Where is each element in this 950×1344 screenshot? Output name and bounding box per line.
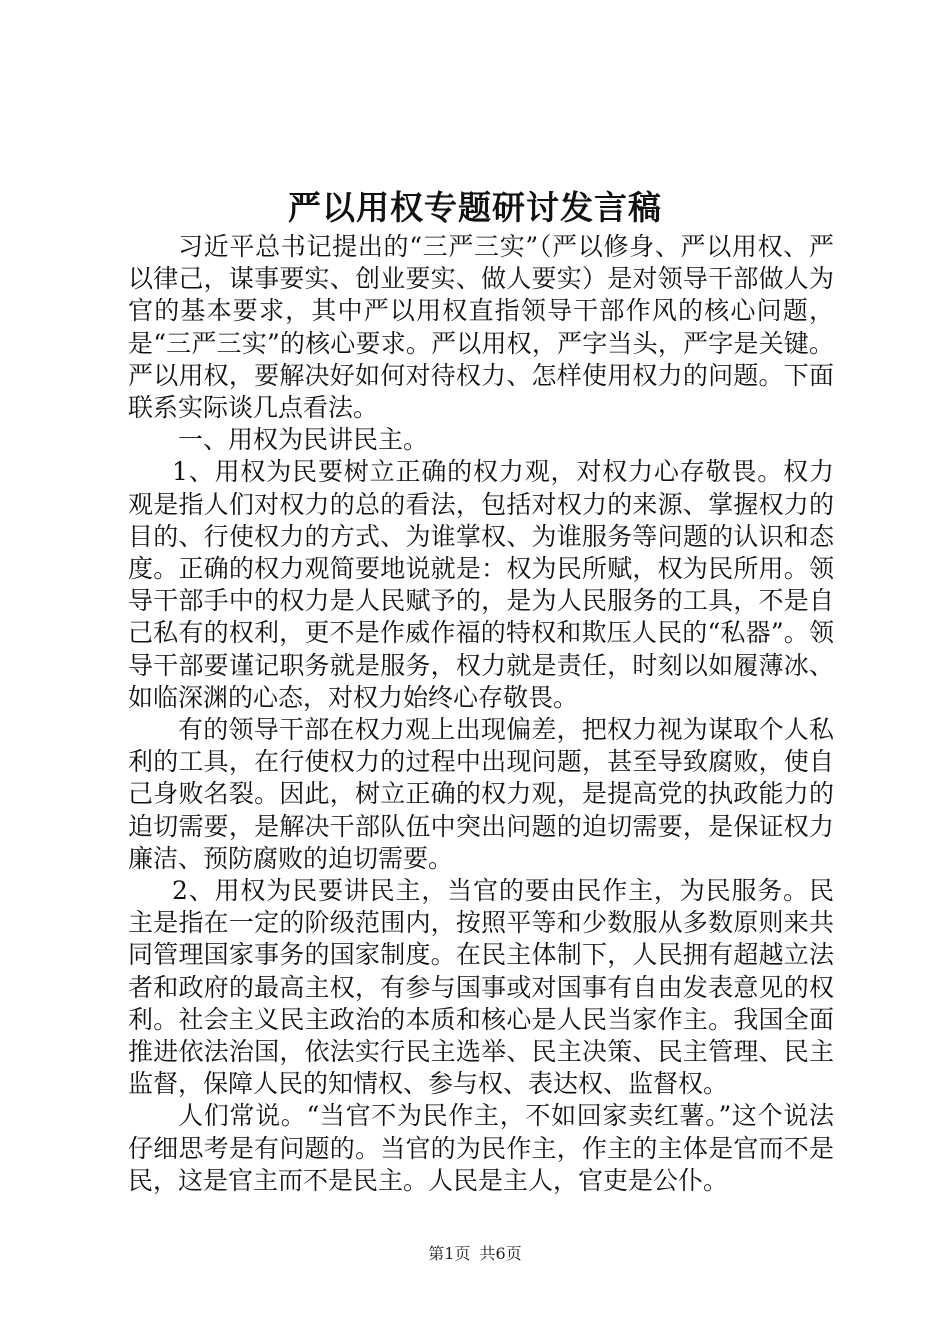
page-number-total: 共6页: [479, 1244, 522, 1263]
document-body: [128, 231, 834, 1197]
paragraph-power-view: 有的领导干部在权力观上出现偏差，把权力视为谋取个人私利的工具，在行使权力的过程中出现问题，甚至导致腐败，使自己身败名裂。因此，树立正确的权力观，是提高党的执政能力的迫切需要，是解决干部队伍中突出问题的迫切需要，是保证权力廉洁、预防腐败的迫切需要。: [128, 715, 834, 873]
page-footer: [0, 1243, 950, 1265]
paragraph-point-2: 2、用权为民要讲民主，当官的要由民作主，为民服务。民主是指在一定的阶级范围内，按照平等和少数服从多数原则来共同管理国家事务的国家制度。在民主体制下，人民拥有超越立法者和政府的最高主权，有参与国事或对国事有自由发表意见的权利。社会主义民主政治的本质和核心是人民当家作主。我国全面推进依法治国，依法实行民主选举、民主决策、民主管理、民主监督，保障人民的知情权、参与权、表达权、监督权。: [128, 876, 834, 1099]
paragraph-intro: 习近平总书记提出的“三严三实”（严以修身、严以用权、严以律己，谋事要实、创业要实、做人要实）是对领导干部做人为官的基本要求，其中严以用权直指领导干部作风的核心问题，是“三严三实”的核心要求。严以用权，严字当头，严字是关键。严以用权，要解决好如何对待权力、怎样使用权力的问题。下面联系实际谈几点看法。: [128, 232, 834, 423]
page-number-current: 第1页: [428, 1244, 471, 1263]
section-heading-1: 一、用权为民讲民主。: [178, 425, 429, 455]
paragraph-point-1: 1、用权为民要树立正确的权力观，对权力心存敬畏。权力观是指人们对权力的总的看法，包括对权力的来源、掌握权力的目的、行使权力的方式、为谁掌权、为谁服务等问题的认识和态度。正确的权力观简要地说就是：权为民所赋，权为民所用。领导干部手中的权力是人民赋予的，是为人民服务的工具，不是自己私有的权利，更不是作威作福的特权和欺压人民的“私器”。领导干部要谨记职务就是服务，权力就是责任，时刻以如履薄冰、如临深渊的心态，对权力始终心存敬畏。: [128, 457, 834, 712]
document-title: 严以用权专题研讨发言稿: [288, 188, 662, 227]
paragraph-common-saying: 人们常说。“当官不为民作主，不如回家卖红薯。”这个说法仔细思考是有问题的。当官的为民作主，作主的主体是官而不是民，这是官主而不是民主。人民是主人，官吏是公仆。: [128, 1101, 834, 1195]
